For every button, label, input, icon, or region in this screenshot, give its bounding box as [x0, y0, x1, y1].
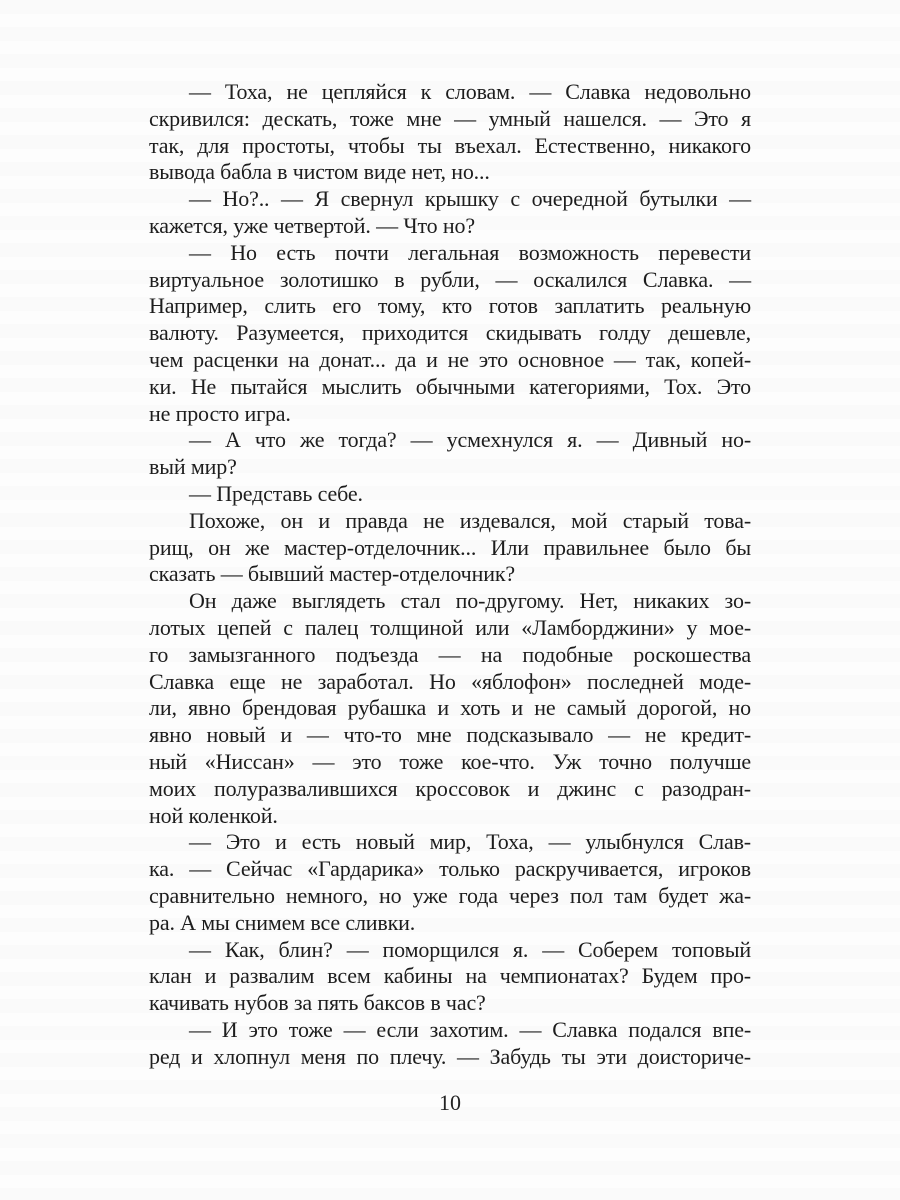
text-line: Похоже, он и правда не издевался, мой старый това- [189, 507, 751, 533]
text-line: ки. Не пытайся мыслить обычными категориями, Тох. Это [149, 373, 751, 399]
text-line: Славка еще не заработал. Но «яблофон» последней моде- [149, 668, 751, 694]
text-line: сказать — бывший мастер-отделочник? [149, 561, 515, 587]
text-line: ный «Ниссан» — это тоже кое-что. Уж точно получше [149, 748, 751, 774]
text-line: — Это и есть новый мир, Тоха, — улыбнулся Слав- [189, 829, 751, 855]
text-line: виртуальное золотишко в рубли, — оскалился Славка. — [149, 266, 751, 292]
text-line: клан и развалим всем кабины на чемпионатах? Будем про- [149, 963, 751, 989]
text-line: — Как, блин? — поморщился я. — Соберем топовый [189, 936, 751, 962]
text-line: ной коленкой. [149, 802, 278, 828]
text-line: так, для простоты, чтобы ты въехал. Естественно, никакого [149, 132, 751, 158]
text-line: — Тоха, не цепляйся к словам. — Славка недовольно [189, 79, 751, 104]
text-line: ред и хлопнул меня по плечу. — Забудь ты эти доисториче- [149, 1043, 751, 1069]
page-number: 10 [439, 1090, 461, 1115]
text-line: Он даже выглядеть стал по-другому. Нет, никаких зо- [189, 588, 751, 614]
page-text [149, 79, 751, 1070]
text-line: го замызганного подъезда — на подобные роскошества [149, 641, 751, 667]
text-line: рищ, он же мастер-отделочник... Или правильнее было бы [149, 534, 751, 560]
text-line: ра. А мы снимем все сливки. [149, 909, 416, 935]
text-line: сравнительно немного, но уже года через пол там будет жа- [149, 882, 751, 908]
text-line: — А что же тогда? — усмехнулся я. — Дивный но- [189, 427, 751, 453]
text-line: — И это тоже — если захотим. — Славка подался впе- [189, 1016, 751, 1042]
text-line: скривился: дескать, тоже мне — умный нашелся. — Это я [149, 105, 751, 131]
text-line: вый мир? [149, 454, 237, 480]
text-line: не просто игра. [149, 400, 291, 426]
text-line: чем расценки на донат... да и не это основное — так, копей- [149, 346, 751, 372]
text-line: валюту. Разумеется, приходится скидывать голду дешевле, [149, 320, 751, 346]
text-line: качивать нубов за пять баксов в час? [149, 990, 486, 1016]
text-line: — Но?.. — Я свернул крышку с очередной бутылки — [189, 186, 751, 212]
text-line: ка. — Сейчас «Гардарика» только раскручивается, игроков [149, 856, 751, 882]
text-line: — Представь себе. [189, 480, 363, 506]
text-line: моих полуразвалившихся кроссовок и джинс с разодран- [149, 775, 751, 801]
text-line: кажется, уже четвертой. — Что но? [149, 212, 475, 238]
text-line: ли, явно брендовая рубашка и хоть и не самый дорогой, но [149, 695, 751, 721]
text-line: — Но есть почти легальная возможность перевести [189, 239, 751, 265]
text-line: лотых цепей с палец толщиной или «Ламборджини» у мое- [149, 614, 751, 640]
text-line: Например, слить его тому, кто готов заплатить реальную [149, 293, 751, 319]
text-line: вывода бабла в чистом виде нет, но... [149, 159, 490, 185]
text-line: явно новый и — что-то мне подсказывало — не кредит- [149, 722, 751, 748]
